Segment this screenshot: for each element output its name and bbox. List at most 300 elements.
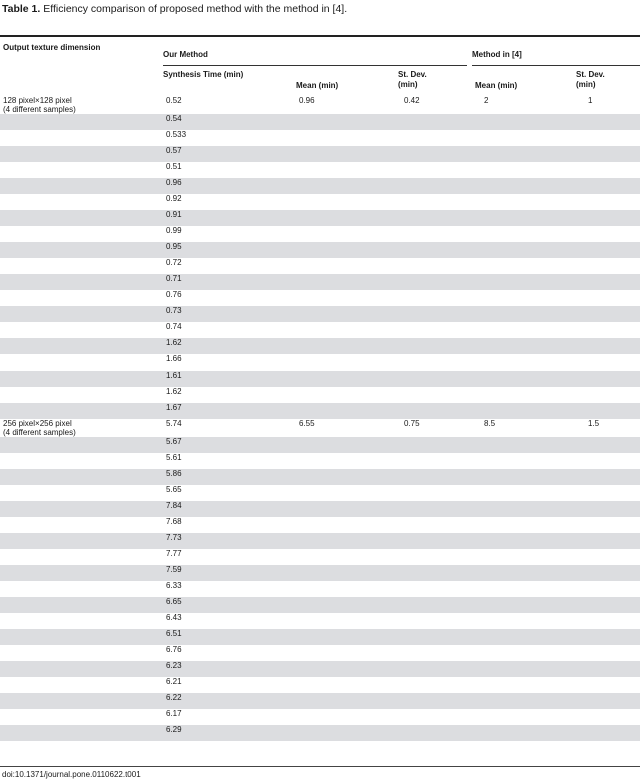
dimension-cell — [0, 210, 163, 226]
mean-ref-cell — [481, 403, 585, 419]
mean-ref-cell — [481, 210, 585, 226]
mean-ref-cell: 8.5 — [484, 418, 496, 428]
mean-ref-cell — [481, 290, 585, 306]
mean-ours-cell — [296, 645, 401, 661]
stdev-ours-cell — [401, 178, 481, 194]
table-bottom-rule — [0, 766, 640, 767]
stdev-ref-cell — [585, 677, 640, 693]
dimension-sublabel: (4 different samples) — [3, 105, 76, 114]
table-body — [0, 96, 640, 741]
table-row — [0, 210, 640, 226]
data-table — [0, 96, 640, 741]
synthesis-time-cell: 0.92 — [166, 194, 182, 204]
stdev-ref-cell — [585, 242, 640, 258]
table-row — [0, 162, 640, 178]
header-group-method-ref: Method in [4] — [472, 50, 522, 59]
stdev-ref-cell — [585, 226, 640, 242]
header-synthesis-time: Synthesis Time (min) — [163, 70, 244, 79]
mean-ours-cell — [296, 613, 401, 629]
mean-ours-cell — [296, 549, 401, 565]
table-row — [0, 242, 640, 258]
header-mean-ref: Mean (min) — [475, 81, 518, 90]
stdev-ours-cell — [401, 485, 481, 501]
stdev-ours-cell — [401, 338, 481, 354]
stdev-ours-cell: 0.42 — [404, 96, 420, 105]
header-mean-ours: Mean (min) — [296, 81, 339, 90]
stdev-ref-cell — [585, 693, 640, 709]
stdev-ours-cell — [401, 210, 481, 226]
mean-ref-cell — [481, 709, 585, 725]
mean-ref-cell — [481, 178, 585, 194]
stdev-ours-cell: 0.75 — [404, 418, 420, 428]
dimension-cell — [0, 354, 163, 370]
synthesis-time-cell: 7.84 — [163, 501, 296, 517]
mean-ref-cell — [481, 725, 585, 741]
mean-ours-cell — [296, 661, 401, 677]
stdev-ours-cell — [401, 629, 481, 645]
synthesis-time-cell: 0.533 — [166, 130, 187, 140]
mean-ref-cell — [481, 533, 585, 549]
table-row — [0, 437, 640, 453]
mean-ref-cell — [481, 661, 585, 677]
mean-ours-cell — [296, 274, 401, 290]
table-row — [0, 130, 640, 146]
stdev-ours-cell — [401, 371, 481, 387]
mean-ours-cell — [296, 597, 401, 613]
stdev-ref-cell — [585, 581, 640, 597]
mean-ref-cell — [481, 306, 585, 322]
table-row — [0, 677, 640, 693]
header-group-our-method: Our Method — [163, 50, 208, 59]
stdev-ref-cell — [585, 178, 640, 194]
mean-ref-cell — [481, 645, 585, 661]
stdev-ours-cell — [401, 130, 481, 146]
mean-ours-cell — [296, 290, 401, 306]
dimension-cell — [0, 338, 163, 354]
mean-ours-cell — [296, 242, 401, 258]
mean-ours-cell — [296, 501, 401, 517]
header-dimension: Output texture dimension — [3, 43, 101, 52]
dimension-sublabel: (4 different samples) — [3, 427, 76, 437]
dimension-cell — [0, 274, 163, 290]
stdev-ours-cell — [401, 387, 481, 403]
dimension-cell — [0, 549, 163, 565]
mean-ours-cell — [296, 629, 401, 645]
table-row — [0, 725, 640, 741]
dimension-cell — [0, 613, 163, 629]
table-top-rule — [0, 35, 640, 37]
mean-ref-cell — [481, 274, 585, 290]
table-caption — [2, 2, 347, 16]
dimension-cell — [0, 677, 163, 693]
mean-ref-cell — [481, 469, 585, 485]
stdev-ref-cell — [585, 485, 640, 501]
table-row — [0, 693, 640, 709]
mean-ours-cell — [296, 226, 401, 242]
synthesis-time-cell: 0.72 — [166, 258, 182, 268]
dimension-cell — [0, 629, 163, 645]
dimension-cell — [0, 565, 163, 581]
stdev-ours-cell — [401, 549, 481, 565]
dimension-cell — [0, 258, 163, 274]
stdev-ref-cell: 1 — [588, 96, 593, 105]
mean-ours-cell — [296, 517, 401, 533]
dimension-cell — [0, 469, 163, 485]
stdev-ours-cell — [401, 565, 481, 581]
synthesis-time-cell: 6.21 — [166, 677, 182, 687]
synthesis-time-cell: 7.68 — [166, 516, 182, 526]
dimension-cell — [0, 645, 163, 661]
table-label: Table 1. — [2, 3, 41, 15]
stdev-ref-cell — [585, 403, 640, 419]
stdev-ours-cell — [401, 146, 481, 162]
table-row — [0, 322, 640, 338]
stdev-ref-cell — [585, 437, 640, 453]
synthesis-time-cell: 0.76 — [166, 290, 182, 300]
mean-ours-cell — [296, 146, 401, 162]
mean-ours-cell — [296, 709, 401, 725]
stdev-ours-cell — [401, 709, 481, 725]
synthesis-time-cell: 0.91 — [163, 210, 296, 226]
stdev-ours-cell — [401, 437, 481, 453]
group-rule-method-ref — [472, 65, 640, 66]
mean-ref-cell — [481, 437, 585, 453]
stdev-ref-cell — [585, 629, 640, 645]
stdev-ours-cell — [401, 581, 481, 597]
stdev-ours-cell — [401, 290, 481, 306]
table-row — [0, 613, 640, 629]
doi-footer: doi:10.1371/journal.pone.0110622.t001 — [2, 770, 141, 779]
table-row — [0, 338, 640, 354]
table-row — [0, 371, 640, 387]
stdev-ref-cell — [585, 354, 640, 370]
dimension-cell — [0, 306, 163, 322]
mean-ref-cell — [481, 501, 585, 517]
synthesis-time-cell: 0.74 — [166, 322, 182, 332]
stdev-ref-cell — [585, 549, 640, 565]
mean-ref-cell — [481, 387, 585, 403]
table-row — [0, 549, 640, 565]
stdev-ours-cell — [401, 613, 481, 629]
dimension-cell — [0, 387, 163, 403]
stdev-ours-cell — [401, 403, 481, 419]
dimension-cell — [0, 162, 163, 178]
synthesis-time-cell: 0.51 — [166, 162, 182, 172]
synthesis-time-cell: 1.67 — [163, 403, 296, 419]
stdev-ours-cell — [401, 677, 481, 693]
synthesis-time-cell: 0.54 — [163, 114, 296, 130]
stdev-ref-cell — [585, 290, 640, 306]
table-row — [0, 258, 640, 274]
mean-ours-cell — [296, 162, 401, 178]
synthesis-time-cell: 5.65 — [166, 484, 182, 494]
dimension-label: 128 pixel×128 pixel — [3, 96, 72, 105]
stdev-ours-cell — [401, 322, 481, 338]
synthesis-time-cell: 0.99 — [166, 226, 182, 236]
header-stdev-ours: St. Dev. (min) — [398, 70, 427, 89]
synthesis-time-cell: 6.33 — [166, 580, 182, 590]
stdev-ref-cell — [585, 469, 640, 485]
dimension-cell — [0, 226, 163, 242]
table-row — [0, 387, 640, 403]
mean-ref-cell — [481, 629, 585, 645]
stdev-ref-cell — [585, 114, 640, 130]
table-row — [0, 517, 640, 533]
stdev-ref-cell: 1.5 — [588, 418, 600, 428]
mean-ref-cell — [481, 162, 585, 178]
dimension-cell — [0, 194, 163, 210]
table-row — [0, 709, 640, 725]
synthesis-time-cell: 5.61 — [166, 452, 182, 462]
mean-ref-cell — [481, 354, 585, 370]
synthesis-time-cell: 0.52 — [166, 96, 182, 105]
mean-ours-cell — [296, 403, 401, 419]
mean-ours-cell — [296, 725, 401, 741]
dimension-cell — [0, 96, 163, 114]
mean-ours-cell — [296, 306, 401, 322]
table-row — [0, 96, 640, 114]
synthesis-time-cell: 6.22 — [163, 693, 296, 709]
synthesis-time-cell: 7.73 — [163, 533, 296, 549]
stdev-ref-cell — [585, 130, 640, 146]
table-row — [0, 501, 640, 517]
stdev-ours-cell — [401, 501, 481, 517]
mean-ours-cell — [296, 354, 401, 370]
mean-ours-cell — [296, 469, 401, 485]
table-row — [0, 469, 640, 485]
synthesis-time-cell: 1.62 — [163, 338, 296, 354]
stdev-ours-cell — [401, 661, 481, 677]
mean-ref-cell — [481, 613, 585, 629]
mean-ours-cell — [296, 485, 401, 501]
stdev-ours-cell — [401, 258, 481, 274]
mean-ours-cell — [296, 130, 401, 146]
table-row — [0, 661, 640, 677]
mean-ref-cell — [481, 677, 585, 693]
mean-ref-cell — [481, 226, 585, 242]
stdev-ours-cell — [401, 645, 481, 661]
stdev-ours-cell — [401, 725, 481, 741]
stdev-ref-cell — [585, 371, 640, 387]
stdev-ref-cell — [585, 453, 640, 469]
stdev-ours-cell — [401, 517, 481, 533]
mean-ref-cell — [481, 485, 585, 501]
dimension-cell — [0, 290, 163, 306]
table-row — [0, 146, 640, 162]
mean-ref-cell — [481, 194, 585, 210]
mean-ref-cell — [481, 322, 585, 338]
mean-ours-cell — [296, 338, 401, 354]
synthesis-time-cell: 0.73 — [163, 306, 296, 322]
table-row — [0, 485, 640, 501]
synthesis-time-cell: 0.57 — [163, 146, 296, 162]
synthesis-time-cell: 7.59 — [163, 565, 296, 581]
stdev-ref-cell — [585, 661, 640, 677]
mean-ours-cell — [296, 194, 401, 210]
stdev-ref-cell — [585, 387, 640, 403]
mean-ours-cell — [296, 677, 401, 693]
table-row — [0, 306, 640, 322]
mean-ours-cell — [296, 565, 401, 581]
dimension-cell — [0, 437, 163, 453]
stdev-ref-cell — [585, 565, 640, 581]
table-row — [0, 629, 640, 645]
table-row — [0, 178, 640, 194]
stdev-ours-cell — [401, 453, 481, 469]
mean-ours-cell — [296, 693, 401, 709]
mean-ours-cell — [296, 210, 401, 226]
mean-ref-cell — [481, 258, 585, 274]
stdev-ref-cell — [585, 146, 640, 162]
table-row — [0, 533, 640, 549]
synthesis-time-cell: 0.95 — [163, 242, 296, 258]
mean-ours-cell — [296, 453, 401, 469]
mean-ref-cell — [481, 338, 585, 354]
mean-ours-cell — [296, 371, 401, 387]
table-row — [0, 565, 640, 581]
dimension-cell — [0, 485, 163, 501]
mean-ref-cell: 2 — [484, 96, 489, 105]
mean-ours-cell — [296, 258, 401, 274]
synthesis-time-cell: 6.29 — [163, 725, 296, 741]
synthesis-time-cell: 0.71 — [163, 274, 296, 290]
group-rule-our-method — [163, 65, 467, 66]
synthesis-time-cell: 1.66 — [166, 354, 182, 364]
mean-ours-cell — [296, 114, 401, 130]
dimension-cell — [0, 242, 163, 258]
table-row — [0, 290, 640, 306]
dimension-cell — [0, 322, 163, 338]
stdev-ours-cell — [401, 354, 481, 370]
mean-ours-cell — [296, 533, 401, 549]
dimension-cell — [0, 709, 163, 725]
dimension-cell — [0, 597, 163, 613]
dimension-cell — [0, 581, 163, 597]
dimension-cell — [0, 693, 163, 709]
dimension-cell — [0, 178, 163, 194]
mean-ours-cell: 6.55 — [299, 418, 315, 428]
mean-ours-cell — [296, 581, 401, 597]
mean-ref-cell — [481, 549, 585, 565]
stdev-ours-cell — [401, 242, 481, 258]
dimension-label: 256 pixel×256 pixel — [3, 418, 72, 428]
stdev-ref-cell — [585, 306, 640, 322]
dimension-cell — [0, 403, 163, 419]
synthesis-time-cell: 6.51 — [163, 629, 296, 645]
mean-ref-cell — [481, 453, 585, 469]
stdev-ours-cell — [401, 274, 481, 290]
stdev-ref-cell — [585, 709, 640, 725]
stdev-ref-cell — [585, 645, 640, 661]
dimension-cell — [0, 419, 163, 437]
synthesis-time-cell: 5.86 — [163, 469, 296, 485]
synthesis-time-cell: 5.67 — [163, 437, 296, 453]
synthesis-time-cell: 6.17 — [166, 709, 182, 719]
stdev-ref-cell — [585, 258, 640, 274]
dimension-cell — [0, 517, 163, 533]
stdev-ref-cell — [585, 501, 640, 517]
mean-ref-cell — [481, 517, 585, 533]
stdev-ref-cell — [585, 162, 640, 178]
mean-ref-cell — [481, 693, 585, 709]
stdev-ours-cell — [401, 597, 481, 613]
mean-ours-cell — [296, 178, 401, 194]
stdev-ours-cell — [401, 194, 481, 210]
stdev-ref-cell — [585, 725, 640, 741]
stdev-ref-cell — [585, 194, 640, 210]
table-row — [0, 453, 640, 469]
table-row — [0, 194, 640, 210]
mean-ref-cell — [481, 146, 585, 162]
stdev-ours-cell — [401, 533, 481, 549]
stdev-ref-cell — [585, 597, 640, 613]
table-row — [0, 274, 640, 290]
table-row — [0, 419, 640, 437]
mean-ours-cell — [296, 387, 401, 403]
mean-ref-cell — [481, 581, 585, 597]
synthesis-time-cell: 6.43 — [166, 612, 182, 622]
mean-ref-cell — [481, 130, 585, 146]
stdev-ref-cell — [585, 613, 640, 629]
dimension-cell — [0, 130, 163, 146]
stdev-ours-cell — [401, 306, 481, 322]
dimension-cell — [0, 725, 163, 741]
table-row — [0, 354, 640, 370]
stdev-ours-cell — [401, 162, 481, 178]
synthesis-time-cell: 6.23 — [163, 661, 296, 677]
mean-ours-cell: 0.96 — [299, 96, 315, 105]
synthesis-time-cell: 0.96 — [163, 178, 296, 194]
table-row — [0, 403, 640, 419]
header-stdev-ref: St. Dev. (min) — [576, 70, 605, 89]
stdev-ref-cell — [585, 533, 640, 549]
mean-ref-cell — [481, 371, 585, 387]
stdev-ref-cell — [585, 322, 640, 338]
dimension-cell — [0, 114, 163, 130]
stdev-ref-cell — [585, 517, 640, 533]
synthesis-time-cell: 1.61 — [163, 371, 296, 387]
table-row — [0, 226, 640, 242]
table-row — [0, 114, 640, 130]
table-caption-text: Efficiency comparison of proposed method with the method in [4]. — [43, 3, 348, 15]
stdev-ours-cell — [401, 226, 481, 242]
stdev-ours-cell — [401, 469, 481, 485]
stdev-ref-cell — [585, 274, 640, 290]
dimension-cell — [0, 371, 163, 387]
mean-ref-cell — [481, 597, 585, 613]
mean-ours-cell — [296, 437, 401, 453]
synthesis-time-cell: 1.62 — [166, 386, 182, 396]
synthesis-time-cell: 5.74 — [166, 418, 182, 428]
stdev-ref-cell — [585, 338, 640, 354]
dimension-cell — [0, 146, 163, 162]
table-row — [0, 645, 640, 661]
table-row — [0, 597, 640, 613]
dimension-cell — [0, 453, 163, 469]
stdev-ours-cell — [401, 693, 481, 709]
mean-ours-cell — [296, 322, 401, 338]
stdev-ours-cell — [401, 114, 481, 130]
stdev-ref-cell — [585, 210, 640, 226]
mean-ref-cell — [481, 114, 585, 130]
dimension-cell — [0, 533, 163, 549]
synthesis-time-cell: 6.76 — [166, 645, 182, 654]
table-row — [0, 581, 640, 597]
dimension-cell — [0, 661, 163, 677]
dimension-cell — [0, 501, 163, 517]
synthesis-time-cell: 7.77 — [166, 548, 182, 558]
synthesis-time-cell: 6.65 — [163, 597, 296, 613]
